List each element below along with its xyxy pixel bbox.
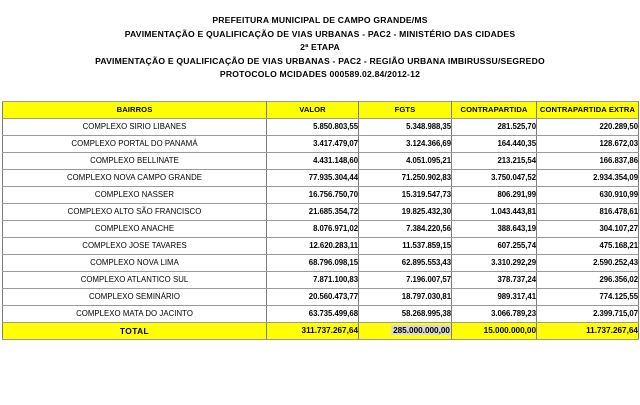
cell-contrapartida-extra[interactable]: 816.478,61	[537, 203, 639, 220]
cell-valor[interactable]: 21.685.354,72	[267, 203, 359, 220]
header-line-2: PAVIMENTAÇÃO E QUALIFICAÇÃO DE VIAS URBANAS - PAC2 - MINISTÉRIO DAS CIDADES	[124, 28, 516, 39]
total-fgts[interactable]	[359, 322, 452, 339]
table-row	[3, 305, 639, 322]
cell-bairro[interactable]: COMPLEXO SIRIO LIBANES	[3, 118, 267, 135]
cell-bairro[interactable]: COMPLEXO ALTO SÃO FRANCISCO	[3, 203, 267, 220]
cell-bairro[interactable]: COMPLEXO BELLINATE	[3, 152, 267, 169]
table-foot	[3, 322, 639, 339]
header-line-4: PAVIMENTAÇÃO E QUALIFICAÇÃO DE VIAS URBANAS - PAC2 - REGIÃO URBANA IMBIRUSSU/SEGREDO	[95, 55, 545, 66]
total-label: TOTAL	[3, 322, 267, 339]
cell-contrapartida-extra[interactable]: 166.837,86	[537, 152, 639, 169]
cell-contrapartida[interactable]: 3.066.789,23	[452, 305, 537, 322]
cell-fgts[interactable]: 11.537.859,15	[359, 237, 452, 254]
cell-contrapartida-extra[interactable]: 774.125,55	[537, 288, 639, 305]
table-row	[3, 271, 639, 288]
cell-contrapartida[interactable]: 378.737,24	[452, 271, 537, 288]
cell-contrapartida-extra[interactable]: 630.910,99	[537, 186, 639, 203]
cell-valor[interactable]: 77.935.304,44	[267, 169, 359, 186]
cell-bairro[interactable]: COMPLEXO JOSE TAVARES	[3, 237, 267, 254]
cell-contrapartida[interactable]: 213.215,54	[452, 152, 537, 169]
cell-bairro[interactable]: COMPLEXO SEMINÁRIO	[3, 288, 267, 305]
cell-valor[interactable]: 3.417.479,07	[267, 135, 359, 152]
cell-valor[interactable]: 20.560.473,77	[267, 288, 359, 305]
table-body	[3, 118, 639, 322]
cell-bairro[interactable]: COMPLEXO NASSER	[3, 186, 267, 203]
cell-contrapartida[interactable]: 388.643,19	[452, 220, 537, 237]
cell-contrapartida[interactable]: 806.291,99	[452, 186, 537, 203]
document-header	[0, 0, 640, 82]
cell-fgts[interactable]: 7.196.007,57	[359, 271, 452, 288]
total-fgts-value: 285.000.000,00	[393, 326, 450, 335]
total-row	[3, 322, 639, 339]
spreadsheet-area	[0, 101, 640, 340]
cell-fgts[interactable]: 71.250.902,83	[359, 169, 452, 186]
cell-fgts[interactable]: 62.895.553,43	[359, 254, 452, 271]
cell-fgts[interactable]: 5.348.988,35	[359, 118, 452, 135]
total-valor[interactable]: 311.737.267,64	[267, 322, 359, 339]
cell-fgts[interactable]: 3.124.366,69	[359, 135, 452, 152]
cell-contrapartida[interactable]: 3.310.292,29	[452, 254, 537, 271]
cell-valor[interactable]: 4.431.148,60	[267, 152, 359, 169]
cell-contrapartida-extra[interactable]: 2.934.354,09	[537, 169, 639, 186]
cell-bairro[interactable]: COMPLEXO NOVA LIMA	[3, 254, 267, 271]
cell-bairro[interactable]: COMPLEXO MATA DO JACINTO	[3, 305, 267, 322]
cell-contrapartida-extra[interactable]: 2.590.252,43	[537, 254, 639, 271]
table-row	[3, 169, 639, 186]
cell-fgts[interactable]: 4.051.095,21	[359, 152, 452, 169]
cell-valor[interactable]: 63.735.499,68	[267, 305, 359, 322]
column-header-bairros[interactable]: BAIRROS	[3, 101, 267, 118]
cell-contrapartida-extra[interactable]: 304.107,27	[537, 220, 639, 237]
header-line-1: PREFEITURA MUNICIPAL DE CAMPO GRANDE/MS	[212, 15, 428, 25]
column-header-valor[interactable]: VALOR	[267, 101, 359, 118]
cell-bairro[interactable]: COMPLEXO PORTAL DO PANAMÁ	[3, 135, 267, 152]
cell-contrapartida-extra[interactable]: 296.356,02	[537, 271, 639, 288]
cell-fgts[interactable]: 19.825.432,30	[359, 203, 452, 220]
cell-valor[interactable]: 16.756.750,70	[267, 186, 359, 203]
table-row	[3, 135, 639, 152]
cell-valor[interactable]: 12.620.283,11	[267, 237, 359, 254]
cell-fgts[interactable]: 18.797.030,81	[359, 288, 452, 305]
header-line-5: PROTOCOLO MCIDADES 000589.02.84/2012-12	[219, 69, 421, 79]
cell-contrapartida[interactable]: 3.750.047,52	[452, 169, 537, 186]
table-header-row	[3, 101, 639, 118]
header-line-3: 2ª ETAPA	[300, 42, 340, 52]
table-row	[3, 237, 639, 254]
cell-contrapartida[interactable]: 281.525,70	[452, 118, 537, 135]
cell-contrapartida[interactable]: 989.317,41	[452, 288, 537, 305]
cell-contrapartida-extra[interactable]: 128.672,03	[537, 135, 639, 152]
cell-bairro[interactable]: COMPLEXO ANACHE	[3, 220, 267, 237]
total-contrapartida[interactable]: 15.000.000,00	[452, 322, 537, 339]
cell-fgts[interactable]: 58.268.995,38	[359, 305, 452, 322]
table-row	[3, 203, 639, 220]
column-header-fgts[interactable]: FGTS	[359, 101, 452, 118]
cell-fgts[interactable]: 7.384.220,56	[359, 220, 452, 237]
cell-contrapartida[interactable]: 1.043.443,81	[452, 203, 537, 220]
total-contrapartida-extra[interactable]: 11.737.267,64	[537, 322, 639, 339]
cell-bairro[interactable]: COMPLEXO NOVA CAMPO GRANDE	[3, 169, 267, 186]
budget-table	[2, 101, 639, 340]
table-head	[3, 101, 639, 118]
cell-contrapartida-extra[interactable]: 220.289,50	[537, 118, 639, 135]
cell-fgts[interactable]: 15.319.547,73	[359, 186, 452, 203]
table-row	[3, 152, 639, 169]
cell-contrapartida-extra[interactable]: 475.168,21	[537, 237, 639, 254]
cell-valor[interactable]: 68.796.098,15	[267, 254, 359, 271]
cell-bairro[interactable]: COMPLEXO ATLANTICO SUL	[3, 271, 267, 288]
table-row	[3, 220, 639, 237]
cell-valor[interactable]: 5.850.803,55	[267, 118, 359, 135]
cell-valor[interactable]: 7.871.100,83	[267, 271, 359, 288]
cell-contrapartida[interactable]: 607.255,74	[452, 237, 537, 254]
column-header-contrapartida-extra[interactable]: CONTRAPARTIDA EXTRA	[537, 101, 639, 118]
cell-valor[interactable]: 8.076.971,02	[267, 220, 359, 237]
table-row	[3, 254, 639, 271]
table-row	[3, 186, 639, 203]
column-header-contrapartida[interactable]: CONTRAPARTIDA	[452, 101, 537, 118]
table-row	[3, 288, 639, 305]
table-row	[3, 118, 639, 135]
cell-contrapartida[interactable]: 164.440,35	[452, 135, 537, 152]
cell-contrapartida-extra[interactable]: 2.399.715,07	[537, 305, 639, 322]
